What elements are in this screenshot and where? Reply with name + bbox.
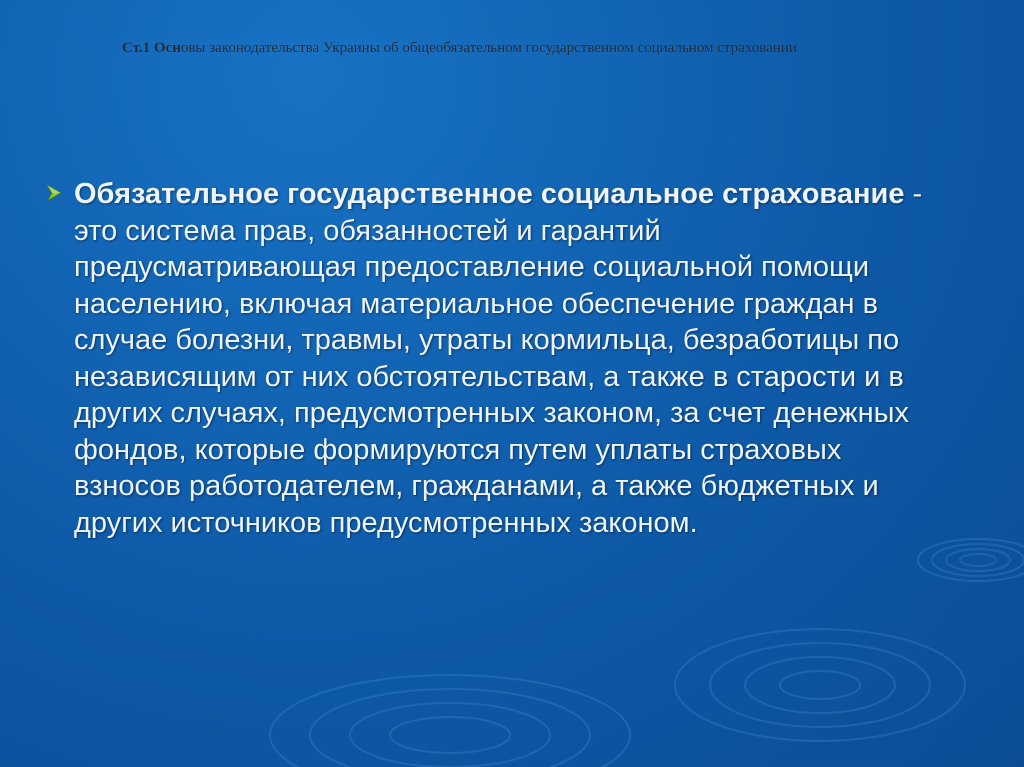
- title-rest: овы законодательства Украины об общеобязательном государственном социальном страховании: [180, 40, 797, 56]
- bullet-item: [46, 176, 946, 541]
- defined-term: Обязательное государственное социальное страхование: [74, 178, 905, 210]
- chevron-arrow-icon: [46, 176, 74, 207]
- slide-content: [46, 176, 946, 541]
- definition-text: - это система прав, обязанностей и гарантий предусматривающая предоставление социальной помощи населению, включая материальное обеспечение граждан в случае болезни, травмы, утраты кормильца, безработицы по независящим от них обстоятельствам, а также в старости и в других случаях, предусмотренных законом, за счет денежных фондов, которые формируются путем уплаты страховых взносов работодателем, гражданами, а также бюджетных и других источников предусмотренных законом.: [74, 178, 923, 539]
- title-prefix: Ст.1 Осн: [122, 40, 181, 56]
- definition-paragraph: [74, 176, 944, 541]
- slide-title: [122, 36, 942, 60]
